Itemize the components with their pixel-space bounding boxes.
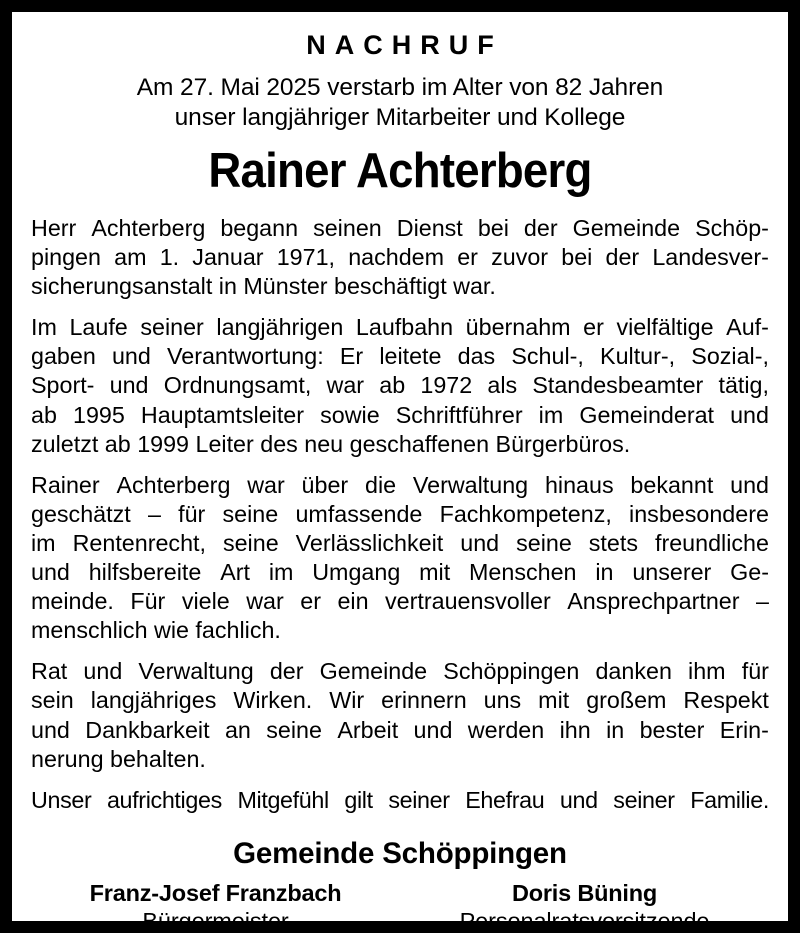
word: in (595, 559, 614, 586)
word: Rainer (31, 471, 100, 498)
word: Art (220, 559, 250, 586)
signer-role: Personalratsvorsitzende (459, 907, 710, 933)
word: Er (339, 343, 364, 370)
word: meinde. (31, 588, 114, 615)
word: umfassende (295, 500, 423, 527)
word: in (606, 716, 625, 743)
word: Achterberg (91, 215, 206, 241)
word: war (326, 372, 365, 399)
signer-name: Doris Büning (511, 879, 658, 906)
notice-kicker: NACHRUF (306, 30, 503, 60)
word: ab (379, 372, 406, 399)
lede-block (31, 73, 769, 133)
word: im (538, 401, 564, 428)
word: und (460, 529, 500, 556)
obituary-paragraph (31, 471, 769, 646)
word: Gemeinderat (579, 401, 715, 428)
word: bester (639, 716, 705, 743)
word: Verlässlichkeit (295, 529, 444, 556)
word: Respekt (683, 687, 769, 714)
word: bei (477, 215, 509, 241)
word: begann (220, 215, 299, 241)
word: und (730, 401, 769, 428)
word: ihm (688, 658, 726, 685)
word: Dienst (396, 215, 463, 241)
word: bei (561, 244, 593, 271)
word: langjährigen (216, 314, 344, 341)
word: und (730, 471, 769, 498)
word: erinnern (381, 687, 467, 714)
word: sowie (320, 401, 380, 428)
word: Standesbeamter (532, 372, 704, 399)
word: bekannt (630, 471, 714, 498)
word: seiner (140, 314, 204, 341)
word: danken (595, 658, 672, 685)
word: Schöppingen (443, 658, 580, 685)
word: Im (31, 314, 57, 341)
word: Erin- (719, 716, 769, 743)
signing-organization: Gemeinde Schöppingen (233, 836, 567, 870)
signature-block (31, 836, 769, 933)
word: der (523, 215, 558, 241)
word: mit (419, 559, 451, 586)
word: hinaus (544, 471, 614, 498)
word: für (178, 500, 206, 527)
word: Herr (31, 215, 77, 241)
word: Gemeinde (319, 658, 428, 685)
obituary-line (31, 529, 769, 558)
word: im (31, 529, 56, 556)
obituary-line (31, 686, 769, 715)
word: übernahm (465, 314, 571, 341)
obituary-line (31, 401, 769, 430)
word: 1. (159, 244, 180, 271)
word: gilt (344, 786, 373, 813)
deceased-name: Rainer Achterberg (208, 144, 592, 198)
signer-right (400, 879, 769, 933)
word: er (300, 588, 321, 615)
signer-left (31, 879, 400, 933)
obituary-line: menschlich wie fachlich. (31, 617, 281, 644)
obituary-line (31, 716, 769, 745)
word: Unser (31, 786, 92, 813)
word: seine (222, 529, 279, 556)
word: uns (483, 687, 522, 714)
word: ihn (559, 716, 591, 743)
word: seine (222, 500, 279, 527)
word: Dankbarkeit (85, 716, 210, 743)
obituary-line: sicherungsanstalt in Münster beschäftigt war. (31, 273, 496, 300)
word: pingen (31, 244, 101, 271)
word: Kultur-, (600, 343, 676, 370)
word: für (741, 658, 769, 685)
word: der (605, 244, 640, 271)
word: und (559, 786, 598, 813)
word: tätig, (718, 372, 769, 399)
word: und (83, 658, 123, 685)
obituary-line (31, 313, 769, 342)
word: – (756, 588, 769, 615)
word: 1995 (72, 401, 125, 428)
word: Menschen (469, 559, 577, 586)
word: nachdem (348, 244, 445, 271)
word: vielfältige (616, 314, 714, 341)
word: leitete (379, 343, 442, 370)
obituary-body (31, 214, 769, 827)
word: und (31, 716, 70, 743)
word: er (583, 314, 604, 341)
word: seinen (313, 215, 382, 241)
word: Ge- (730, 559, 769, 586)
word: Schöp- (695, 215, 769, 241)
word: Ehefrau (465, 786, 545, 813)
word: und (413, 716, 453, 743)
word: Laufbahn (355, 314, 454, 341)
word: im (268, 559, 294, 586)
word: Gemeinde (572, 215, 681, 241)
word: Arbeit (337, 716, 399, 743)
signer-role: Bürgermeister (142, 907, 289, 933)
word: Landesver- (652, 244, 769, 271)
word: langjähriges (90, 687, 217, 714)
word: freundliche (654, 529, 769, 556)
word: an (224, 716, 251, 743)
lede-line: Am 27. Mai 2025 verstarb im Alter von 82 Jahren (136, 74, 664, 101)
obituary-paragraph (31, 214, 769, 301)
notice-sheet (12, 12, 788, 933)
obituary-paragraph (31, 786, 769, 815)
word: Wir (329, 687, 365, 714)
word: und (31, 559, 70, 586)
word: seine (516, 529, 572, 556)
word: Laufe (69, 314, 128, 341)
word: Familie. (690, 786, 769, 813)
obituary-line (31, 243, 769, 272)
word: 1971, (276, 244, 336, 271)
obituary-line (31, 471, 769, 500)
word: 1972 (420, 372, 473, 399)
word: war (247, 471, 285, 498)
obituary-line (31, 214, 769, 243)
word: Januar (192, 244, 264, 271)
word: und (109, 372, 149, 399)
word: vertrauensvoller (385, 588, 551, 615)
word: Sport- (31, 372, 95, 399)
word: der (269, 658, 304, 685)
word: Ordnungsamt, (163, 372, 312, 399)
word: das (457, 343, 496, 370)
word: insbesondere (629, 500, 769, 527)
word: seiner (613, 786, 675, 813)
word: und (111, 343, 151, 370)
word: Achterberg (116, 471, 231, 498)
word: mit (538, 687, 570, 714)
word: zuvor (491, 244, 549, 271)
obituary-paragraph (31, 313, 769, 458)
word: geschätzt (31, 500, 131, 527)
word: gaben (31, 343, 96, 370)
word: großem (586, 687, 667, 714)
word: seiner (388, 786, 450, 813)
obituary-line (31, 786, 769, 815)
word: ein (337, 588, 369, 615)
word: viele (181, 588, 230, 615)
word: Verantwortung: (166, 343, 324, 370)
obituary-line: zuletzt ab 1999 Leiter des neu geschaffenen Bürgerbüros. (31, 430, 631, 457)
obituary-line (31, 657, 769, 686)
word: sein (31, 687, 74, 714)
word: hilfsbereite (88, 559, 202, 586)
word: Wirken. (233, 687, 313, 714)
obituary-paragraph (31, 657, 769, 773)
obituary-line (31, 371, 769, 400)
word: aufrichtiges (106, 786, 222, 813)
word: über (301, 471, 349, 498)
word: Verwaltung (412, 471, 529, 498)
word: Mitgefühl (237, 786, 329, 813)
obituary-line (31, 342, 769, 371)
obituary-line (31, 558, 769, 587)
word: Auf- (726, 314, 769, 341)
word: Rat (31, 658, 68, 685)
word: Rentenrecht, (72, 529, 206, 556)
word: werden (467, 716, 545, 743)
word: unserer (632, 559, 712, 586)
signers-row (31, 879, 769, 933)
signer-name: Franz-Josef Franzbach (89, 879, 342, 906)
word: seine (266, 716, 322, 743)
word: er (457, 244, 478, 271)
word: stets (588, 529, 638, 556)
word: ab (31, 401, 57, 428)
obituary-line (31, 500, 769, 529)
word: als (487, 372, 518, 399)
word: Hauptamtsleiter (140, 401, 305, 428)
word: Fachkompetenz, (439, 500, 612, 527)
obituary-line: nerung behalten. (31, 745, 206, 772)
obituary-line (31, 587, 769, 616)
word: Schul-, (511, 343, 584, 370)
lede-line: unser langjähriger Mitarbeiter und Kollege (174, 104, 626, 131)
word: Umgang (312, 559, 401, 586)
word: Ansprechpartner (567, 588, 740, 615)
word: – (147, 500, 161, 527)
word: Schriftführer (395, 401, 523, 428)
word: am (114, 244, 147, 271)
word: Sozial-, (691, 343, 769, 370)
word: die (364, 471, 397, 498)
word: Für (130, 588, 166, 615)
word: war (246, 588, 284, 615)
word: Verwaltung (138, 658, 254, 685)
